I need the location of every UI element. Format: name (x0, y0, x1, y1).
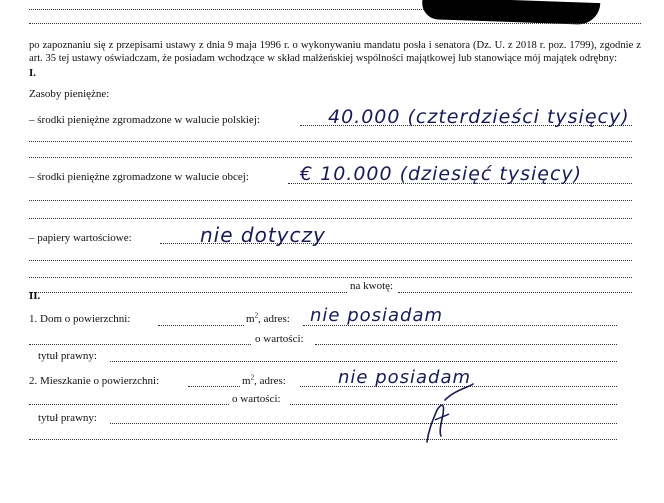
intro-paragraph: po zapoznaniu się z przepisami ustawy z dnia 9 maja 1996 r. o wykonywaniu mandatu posła i senatora (Dz. U. z 2018 r. poz. 1799), zgodnie z art. 35 tej ustawy oświadczam, że posiadam wchodzące w skład małżeńskiej wspólności majątkowej lub stanowiące mój majątek odrębny: (29, 40, 641, 64)
blank-line (29, 259, 632, 261)
house-value-label: o wartości: (255, 333, 304, 345)
amount-line-right (398, 291, 632, 293)
cash-resources-title: Zasoby pieniężne: (29, 88, 110, 100)
flat-handwritten: nie posiadam (338, 367, 472, 388)
house-area-label: 1. Dom o powierzchni: (29, 313, 131, 325)
house-title-label: tytuł prawny: (38, 350, 97, 362)
blank-line (29, 140, 632, 142)
section-1-heading: I. (29, 67, 37, 79)
foreign-funds-label: – środki pieniężne zgromadzone w walucie obcej: (29, 171, 249, 183)
amount-line-left (29, 291, 347, 293)
foreign-funds-handwritten: € 10.000 (dziesięć tysięcy) (300, 163, 583, 185)
house-title-line (110, 360, 617, 362)
blank-line (29, 276, 632, 278)
flat-area-label: 2. Mieszkanie o powierzchni: (29, 375, 160, 387)
pln-funds-handwritten: 40.000 (czterdzieści tysięcy) (328, 106, 630, 128)
house-value-line (315, 343, 617, 345)
securities-label: – papiery wartościowe: (29, 232, 132, 244)
blank-line (29, 438, 617, 440)
pln-funds-label: – środki pieniężne zgromadzone w walucie polskiej: (29, 114, 260, 126)
house-handwritten: nie posiadam (310, 305, 444, 326)
securities-handwritten: nie dotyczy (200, 223, 326, 247)
blank-line (29, 217, 632, 219)
top-dotted-line (29, 8, 424, 10)
flat-address-label: $m^2$, adres: (242, 373, 286, 387)
top-dotted-line-2 (29, 22, 641, 24)
house-address-label: $m^2$, adres: (246, 311, 290, 325)
flat-area-line (188, 385, 240, 387)
blank-line (29, 199, 632, 201)
flat-value-line-left (29, 403, 229, 405)
house-value-line-left (29, 343, 251, 345)
house-area-line (158, 324, 244, 326)
amount-label: na kwotę: (350, 280, 394, 292)
flat-value-label: o wartości: (232, 393, 281, 405)
signature-initials (415, 380, 485, 450)
blank-line (29, 156, 632, 158)
flat-title-line (110, 422, 617, 424)
section-2-heading: II. (29, 290, 41, 302)
flat-title-label: tytuł prawny: (38, 412, 97, 424)
